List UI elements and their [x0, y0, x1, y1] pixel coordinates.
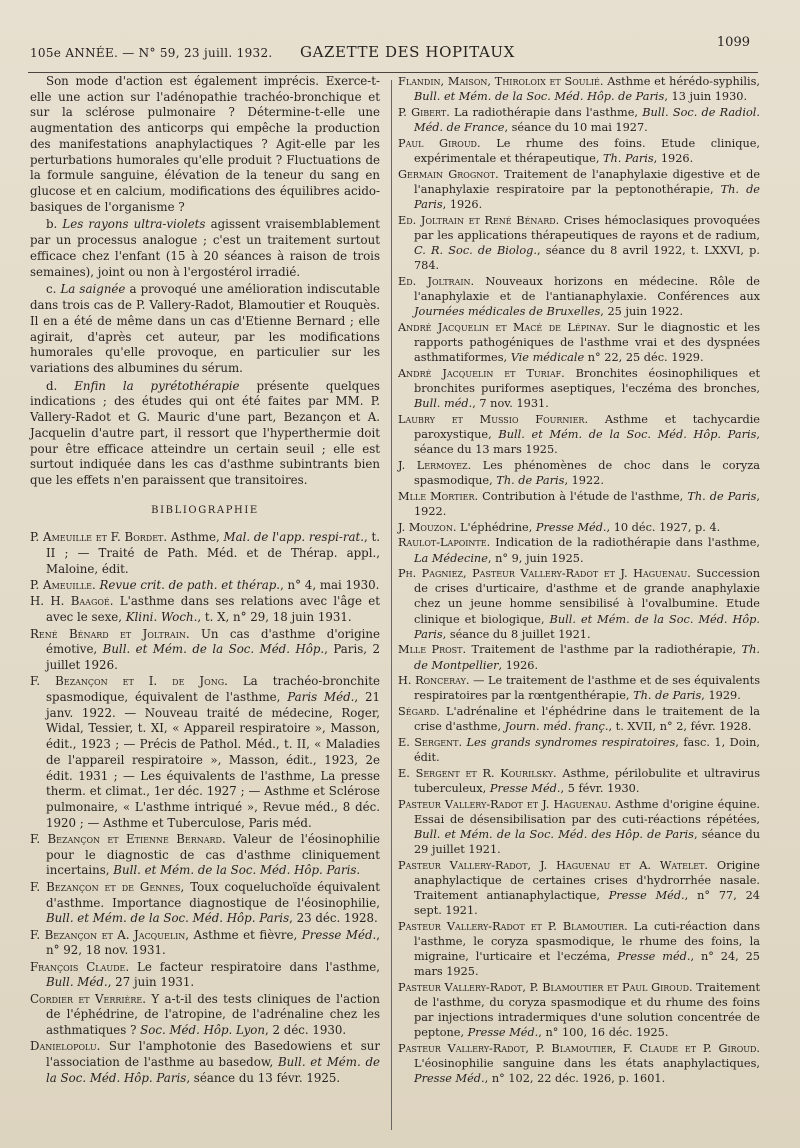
reference-source: Bull. et Mém. de la Soc. Méd. Hôp. Paris [498, 427, 757, 441]
reference-source: Mal. de l'app. respi-rat. [223, 530, 364, 545]
reference-details: , 23 déc. 1928. [289, 911, 378, 926]
bibliography-entry [30, 880, 380, 927]
running-header [0, 35, 800, 70]
reference-text: Traitement de l'asthme, du coryza spasmodique et du rhume des foins par injections intradermiques d'une solution concentrée de peptone, [414, 981, 761, 1040]
reference-text: Le facteur respiratoire dans l'asthme, [129, 959, 380, 974]
bibliography-entry [398, 735, 760, 765]
reference-authors: H. Ronceray. [398, 674, 470, 688]
reference-details: , 25 juin 1922. [600, 304, 684, 318]
bibliography-entry [398, 535, 760, 565]
reference-details: , séance du 10 mai 1927. [504, 120, 648, 134]
reference-text: Asthme d'origine équine. Essai de désensibilisation par des cuti-réactions répétées, [414, 798, 760, 827]
bibliography-entry [398, 412, 760, 457]
reference-details: , 1926. [498, 658, 539, 672]
reference-source: Bull. méd. [414, 396, 473, 410]
reference-authors: Paul Giroud. [398, 136, 481, 150]
reference-source: Bull. et Mém. de la Soc. Méd. Hôp. Paris [414, 612, 760, 641]
reference-details: , séance du 8 juillet 1921. [442, 627, 591, 641]
reference-details: , n° 24, 25 mars 1925. [414, 950, 760, 979]
reference-details: , 13 juin 1930. [664, 90, 748, 104]
reference-text: Y a-t-il des tests cliniques de l'action de l'éphédrine, de l'atropine, de l'adrénaline chez les asthmatiques ? [46, 991, 380, 1038]
reference-authors: H. H. Baagoé. [30, 594, 114, 609]
reference-text: Traitement de l'asthme par la radiothérapie, [466, 643, 742, 657]
bibliography-entry [398, 1041, 760, 1086]
reference-authors: Laubry et Mussio Fournier. [398, 412, 589, 426]
bibliography-heading: BIBLIOGRAPHIE [151, 504, 259, 516]
reference-text: Les phénomènes de choc dans le coryza spasmodique, [414, 458, 760, 487]
bibliography-entry [398, 919, 760, 979]
reference-text: L'asthme dans ses relations avec l'âge et avec le sexe, [46, 594, 381, 625]
bibliography-entry [398, 520, 760, 535]
reference-details: , n° 9, juin 1925. [487, 551, 584, 565]
bibliography-entry [398, 274, 760, 319]
reference-authors: René Bénard et Joltrain. [30, 626, 190, 641]
reference-details: , 1922. [414, 489, 760, 518]
reference-source: Journ. méd. franç. [504, 720, 609, 734]
bibliography-list-right [398, 74, 760, 1086]
right-column [398, 74, 760, 1087]
reference-text: Origine anaphylactique de certaines crises d'hydrorrhée nasale. Traitement antianaphylactique, [414, 859, 760, 903]
reference-text: La trachéo-bronchite spasmodique, équivalent de l'asthme, [46, 674, 380, 704]
reference-text: Bronchites éosinophiliques et bronchites puriformes aseptiques, l'eczéma des bronches, [414, 366, 760, 395]
bibliography-entry [398, 704, 760, 734]
bibliography-entry [398, 858, 760, 918]
reference-authors: André Jacquelin et Turiaf. [398, 366, 565, 380]
reference-details: , 21 janv. 1922. — Nouveau traité de médecine, Roger, Widal, Tessier, t. XI, « Appareil respiratoire », Masson, édit., 1923 ; — Précis de Pathol. Méd., t. II, « Maladies de l'appareil respiratoire », Masson, édit., 1923, 2e édit. 1931 ; — Les équivalents de l'asthme, La presse therm. et climat., 1er déc. 1927 ; — Asthme et Sclérose pulmonaire, « L'asthme intriqué », Revue méd., 8 déc. 1920 ; — Asthme et Tuberculose, Paris méd. [46, 689, 380, 830]
reference-source: Presse Méd. [467, 1026, 539, 1040]
reference-source: Bull. et Mém. de la Soc. Méd. Hôp. Paris [113, 863, 357, 878]
reference-authors: P. Gibert. [398, 105, 450, 119]
reference-details: , Paris, 2 juillet 1926. [46, 642, 380, 672]
bibliography-entry [30, 928, 380, 959]
journal-title: GAZETTE DES HOPITAUX [300, 43, 515, 61]
reference-authors: J. Mouzon. [398, 520, 457, 534]
reference-details: , n° 102, 22 déc. 1926, p. 1601. [484, 1072, 666, 1086]
reference-authors: Pasteur Vallery-Radot, P. Blamoutier, F. Claude et P. Giroud. [398, 1042, 760, 1056]
reference-details: , n° 4, mai 1930. [280, 578, 380, 593]
reference-authors: Flandin, Maison, Thiroloix et Soulié. [398, 75, 604, 88]
reference-authors: Ed. Joltrain. [398, 274, 475, 288]
reference-source: Th. de Paris [687, 489, 757, 503]
bibliography-entry [398, 980, 760, 1040]
reference-source: Bull. Soc. de Radiol. Méd. de France [414, 105, 760, 134]
reference-authors: Cordier et Verrière. [30, 991, 146, 1006]
reference-authors: F. Bezançon et A. Jacquelin, [30, 927, 190, 942]
reference-text: Traitement de l'anaphylaxie digestive et de l'anaphylaxie respiratoire par la peptonothérapie, [414, 167, 761, 196]
bibliography-entry [398, 320, 760, 365]
reference-details: , n° 100, 16 déc. 1925. [538, 1026, 669, 1040]
reference-text: L'éphédrine, [456, 520, 536, 534]
reference-text: Valeur de l'éosinophilie pour le diagnostic de cas d'asthme cliniquement incertains, [46, 832, 380, 878]
body-text [30, 74, 380, 489]
reference-text: — Le traitement de l'asthme et de ses équivalents respiratoires par la rœntgenthérapie, [414, 674, 760, 703]
reference-details: , t. XVII, n° 2, févr. 1928. [608, 720, 752, 734]
reference-authors: Pasteur Vallery-Radot et P. Blamoutier. [398, 920, 628, 934]
reference-source: Presse Méd. [608, 889, 685, 903]
reference-authors: Mlle Prost. [398, 643, 467, 657]
reference-details: , 2 déc. 1930. [265, 1023, 347, 1038]
reference-source: Presse Méd. [414, 1072, 485, 1086]
reference-text: Asthme et hérédo-syphilis, [603, 75, 760, 88]
bibliography-entry [398, 213, 760, 273]
reference-details: , séance du 13 mars 1925. [414, 427, 760, 456]
reference-details: , 1926. [653, 151, 694, 165]
bibliography-entry [398, 366, 760, 411]
bibliography-entry [30, 578, 380, 594]
reference-source: Th. de Paris [633, 689, 702, 703]
issue-info: 105e ANNÉE. — N° 59, 23 juill. 1932. [30, 46, 273, 60]
reference-source: Bull. et Mém. de la Soc. Méd. Hôp. Paris [46, 1055, 380, 1085]
bibliography-entry [398, 167, 760, 212]
bibliography-entry [30, 832, 380, 879]
reference-text: Asthme et tachycardie paroxystique, [414, 412, 760, 441]
reference-details: , 1929. [701, 689, 741, 703]
reference-authors: P. Ameuille. [30, 578, 96, 593]
bibliography-entry [398, 458, 760, 488]
reference-source: Les grands syndromes respiratoires [466, 736, 676, 750]
bibliography-entry [398, 489, 760, 519]
reference-details: , séance du 29 juillet 1921. [414, 828, 760, 857]
reference-text: Asthme, périlobulite et ultravirus tuberculeux, [414, 767, 760, 796]
reference-details: . [356, 863, 361, 878]
reference-source: La Médecine [414, 551, 488, 565]
reference-source: Th. de Paris [496, 473, 565, 487]
reference-details: , 7 nov. 1931. [472, 396, 549, 410]
reference-text: Succession de crises d'urticaire, d'asthme et de grande anaphylaxie chez un jeune homme sensibilisé à l'ovalbumine. Etude clinique et biologique, [414, 567, 760, 626]
reference-text: Contribution à l'étude de l'asthme, [478, 489, 688, 503]
reference-source: Presse Méd. [301, 927, 377, 942]
reference-details: , n° 77, 24 sept. 1921. [414, 889, 760, 918]
reference-source: Revue crit. de path. et thérap. [99, 578, 281, 593]
bibliography-entry [398, 74, 760, 104]
reference-source: Bull. et Mém. de la Soc. Méd. des Hôp. de Paris [414, 828, 694, 842]
reference-text: La radiothérapie dans l'asthme, [449, 105, 643, 119]
reference-text: Sur le diagnostic et les rapports pathogéniques de l'asthme vrai et des dyspnées asthmatiformes, [414, 320, 760, 364]
reference-authors: P. Ameuille et F. Bordet. [30, 530, 168, 545]
reference-source: Th. de Montpellier [414, 643, 760, 672]
reference-text: L'adrénaline et l'éphédrine dans le traitement de la crise d'asthme, [414, 705, 760, 734]
body-paragraph: Son mode d'action est également imprécis. Exerce-t-elle une action sur l'adénopathie trachéo-bronchique et sur la sclérose pulmonaire ? Détermine-t-elle une augmentation des anticorps qui empêche la production des manifestations anaphylactiques ? Agit-elle par les perturbations humorales qu'elle produit ? Fluctuations de la formule sanguine, élévation de la teneur du sang en glucose et en calcium, modifications des équilibres acido-basiques de l'organisme ? [30, 74, 380, 214]
reference-authors: E. Sergent. [398, 736, 463, 750]
reference-details: , 27 juin 1931. [107, 975, 195, 990]
reference-text: La cuti-réaction dans l'asthme, le coryza spasmodique, le rhume des foins, la migraine, l'urticaire et l'eczéma, [414, 920, 760, 964]
left-column [30, 74, 380, 1087]
bibliography-entry [30, 627, 380, 674]
reference-source: Bull. Méd. [46, 975, 108, 990]
reference-authors: Ed. Joltrain et René Bénard. [398, 213, 560, 227]
reference-details: , 1922. [564, 473, 604, 487]
reference-authors: François Claude. [30, 959, 130, 974]
reference-authors: Pasteur Vallery-Radot, J. Haguenau et A. Watelet. [398, 859, 709, 873]
column-divider [391, 80, 392, 1130]
header-rule [28, 72, 758, 73]
reference-text: Nouveaux horizons en médecine. Rôle de l'anaphylaxie et de l'antianaphylaxie. Conférences aux [414, 274, 760, 303]
reference-text: Sur l'amphotonie des Basedowiens et sur l'association de l'asthme au basedow, [46, 1039, 380, 1070]
reference-text: Le rhume des foins. Etude clinique, expérimentale et thérapeutique, [414, 136, 760, 165]
reference-source: Paris Méd. [287, 689, 355, 704]
reference-details: , n° 92, 18 nov. 1931. [46, 927, 381, 958]
reference-text: Asthme, [167, 530, 224, 545]
bibliography-entry [30, 674, 380, 831]
bibliography-entry [398, 797, 760, 857]
reference-source: Th. Paris [603, 151, 654, 165]
reference-text: Indication de la radiothérapie dans l'asthme, [490, 536, 760, 550]
reference-authors: Pasteur Vallery-Radot et J. Haguenau. [398, 798, 612, 812]
bibliography-entry [398, 673, 760, 703]
reference-source: Presse méd. [617, 950, 691, 964]
reference-source: Presse Méd. [535, 520, 607, 534]
reference-source: Bull. et Mém. de la Soc. Méd. Hôp. [102, 642, 325, 657]
reference-authors: Danielopolu. [30, 1039, 101, 1054]
reference-authors: Ph. Pagniez, Pasteur Vallery-Radot et J. Haguenau. [398, 567, 691, 581]
bibliography-list-left [30, 530, 380, 1086]
reference-source: C. R. Soc. de Biolog. [414, 243, 537, 257]
reference-text: Toux coqueluchoïde équivalent d'asthme. Importance diagnostique de l'éosinophilie, [46, 879, 380, 910]
bibliography-entry [30, 992, 380, 1039]
bibliography-entry [30, 1039, 380, 1086]
reference-source: Bull. et Mém. de la Soc. Méd. Hôp. de Paris [414, 90, 665, 104]
body-paragraph: d. Enfin la pyrétothérapie présente quelques indications ; des études qui ont été faites par MM. P. Vallery-Radot et G. Mauric d'une part, Bezançon et A. Jacquelin d'autre part, il ressort que l'hyperthermie doit pour être efficace atteindre un certain seuil ; elle est surtout indiquée dans les cas d'asthme subintrants bien que les effets n'en paraissent que transitoires. [30, 378, 380, 487]
reference-source: Presse Méd. [489, 782, 561, 796]
reference-source: Journées médicales de Bruxelles [414, 304, 601, 318]
bibliography-entry [398, 566, 760, 641]
reference-text: Crises hémoclasiques provoquées par les applications thérapeutiques de rayons et de radium, [414, 213, 761, 242]
reference-details: , 10 déc. 1927, p. 4. [606, 520, 721, 534]
reference-authors: F. Bezançon et I. de Jong. [30, 674, 228, 689]
reference-source: Klini. Woch. [125, 610, 198, 625]
reference-authors: Germain Grognot. [398, 167, 499, 181]
reference-authors: F. Bezançon et Etienne Bernard. [30, 832, 226, 847]
reference-authors: Mlle Mortier. [398, 489, 479, 503]
bibliography-entry [30, 594, 380, 625]
bibliography-entry [398, 105, 760, 135]
reference-source: Soc. Méd. Hôp. Lyon [140, 1023, 266, 1038]
body-paragraph: b. Les rayons ultra-violets agissent vraisemblablement par un processus analogue ; c'est un traitement surtout efficace chez l'enfant (15 à 20 séances à raison de trois semaines), joint ou non à l'ergostérol irradié. [30, 217, 380, 279]
reference-details: , 1926. [442, 197, 483, 211]
reference-details: , t. X, n° 29, 18 juin 1931. [197, 610, 352, 625]
reference-authors: Raulot-Lapointe. [398, 536, 491, 550]
bibliography-entry [30, 530, 380, 577]
reference-details: n° 22, 25 déc. 1929. [584, 350, 704, 364]
reference-authors: Ségard. [398, 705, 440, 719]
reference-authors: André Jacquelin et Macé de Lépinay. [398, 320, 611, 334]
bibliography-entry [398, 642, 760, 672]
reference-details: , séance du 13 févr. 1925. [186, 1070, 341, 1085]
reference-details: , 5 févr. 1930. [560, 782, 640, 796]
reference-source: Vie médicale [510, 350, 585, 364]
reference-text: L'éosinophilie sanguine dans les états anaphylactiques, [414, 1057, 760, 1071]
reference-authors: Pasteur Vallery-Radot, P. Blamoutier et Paul Giroud. [398, 981, 693, 995]
reference-authors: J. Lermoyez. [398, 458, 472, 472]
reference-details: , séance du 8 avril 1922, t. LXXVI, p. 784. [414, 243, 761, 272]
reference-source: Bull. et Mém. de la Soc. Méd. Hôp. Paris [46, 911, 290, 926]
reference-text: Un cas d'asthme d'origine émotive, [46, 626, 380, 657]
reference-source: Th. de Paris [414, 182, 760, 211]
bibliography-entry [30, 960, 380, 991]
bibliography-entry [398, 766, 760, 796]
reference-text: Asthme et fièvre, [189, 927, 302, 942]
body-paragraph: c. La saignée a provoqué une amélioration indiscutable dans trois cas de P. Vallery-Radot, Blamoutier et Rouquès. Il en a été de même dans un cas d'Etienne Bernard ; elle agirait, d'après cet auteur, par les modifications humorales qu'elle provoque, en particulier sur les variations des albumines du sérum. [30, 282, 381, 375]
reference-authors: F. Bezançon et de Gennes, [30, 879, 185, 894]
reference-details: , t. II ; — Traité de Path. Méd. et de Thérap. appl., Maloine, édit. [46, 530, 381, 576]
reference-authors: E. Sergent et R. Kourilsky. [398, 767, 557, 781]
page-number: 1099 [716, 35, 750, 50]
bibliography-entry [398, 136, 760, 166]
reference-details: , fasc. 1, Doin, édit. [414, 736, 760, 765]
